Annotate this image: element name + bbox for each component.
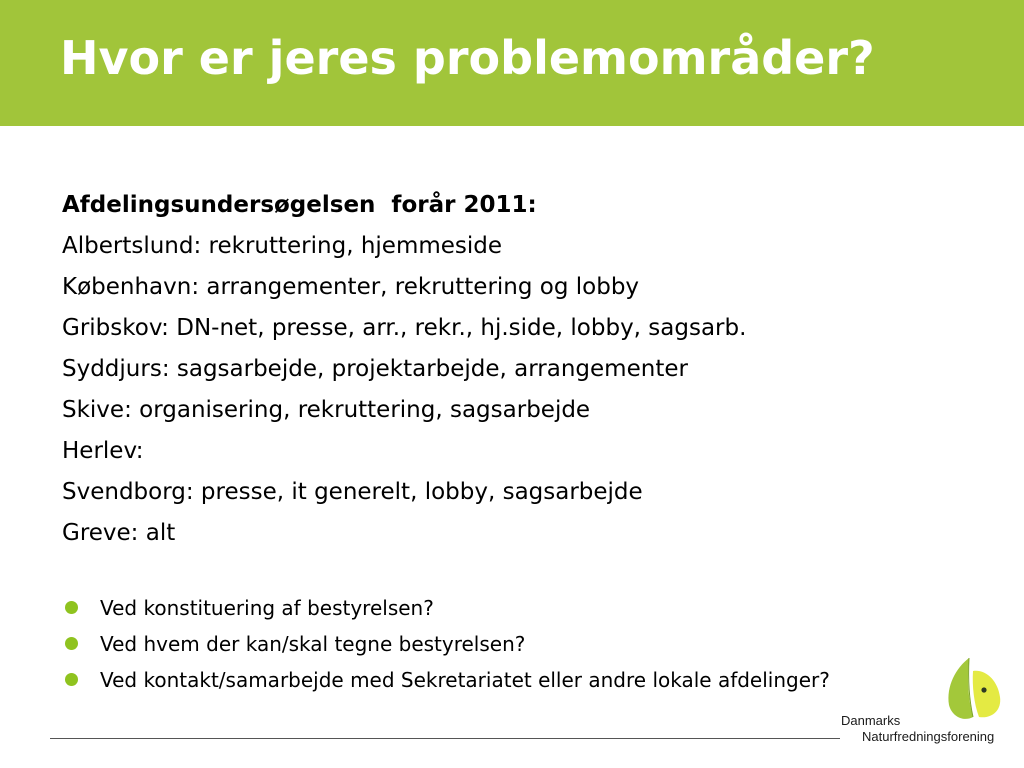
question-text: Ved konstituering af bestyrelsen? xyxy=(100,596,434,620)
page-title: Hvor er jeres problemområder? xyxy=(60,31,875,85)
title-banner xyxy=(0,0,1024,126)
survey-line-syddjurs: Syddjurs: sagsarbejde, projektarbejde, arrangementer xyxy=(62,356,688,382)
bullet-dot-icon xyxy=(65,637,78,650)
question-list xyxy=(62,594,922,702)
question-text: Ved kontakt/samarbejde med Sekretariatet eller andre lokale afdelinger? xyxy=(100,668,830,692)
survey-section xyxy=(62,185,962,554)
bullet-dot-icon xyxy=(65,601,78,614)
footer-divider xyxy=(50,738,840,739)
question-item xyxy=(62,594,922,622)
logo-wordmark xyxy=(841,713,994,745)
logo-line-danmarks: Danmarks xyxy=(841,713,901,728)
question-item xyxy=(62,666,922,694)
survey-line-greve: Greve: alt xyxy=(62,520,176,546)
logo-line-naturfredningsforening: Naturfredningsforening xyxy=(862,729,995,744)
bullet-dot-icon xyxy=(65,673,78,686)
survey-line-kobenhavn: København: arrangementer, rekruttering og lobby xyxy=(62,274,640,300)
survey-line-herlev: Herlev: xyxy=(62,438,144,464)
survey-line-skive: Skive: organisering, rekruttering, sagsarbejde xyxy=(62,397,591,423)
survey-line-gribskov: Gribskov: DN-net, presse, arr., rekr., hj.side, lobby, sagsarb. xyxy=(62,315,747,341)
question-item xyxy=(62,630,922,658)
survey-line-albertslund: Albertslund: rekruttering, hjemmeside xyxy=(62,233,503,259)
survey-line-svendborg: Svendborg: presse, it generelt, lobby, sagsarbejde xyxy=(62,479,643,505)
survey-heading: Afdelingsundersøgelsen forår 2011: xyxy=(62,192,537,218)
question-text: Ved hvem der kan/skal tegne bestyrelsen? xyxy=(100,632,526,656)
